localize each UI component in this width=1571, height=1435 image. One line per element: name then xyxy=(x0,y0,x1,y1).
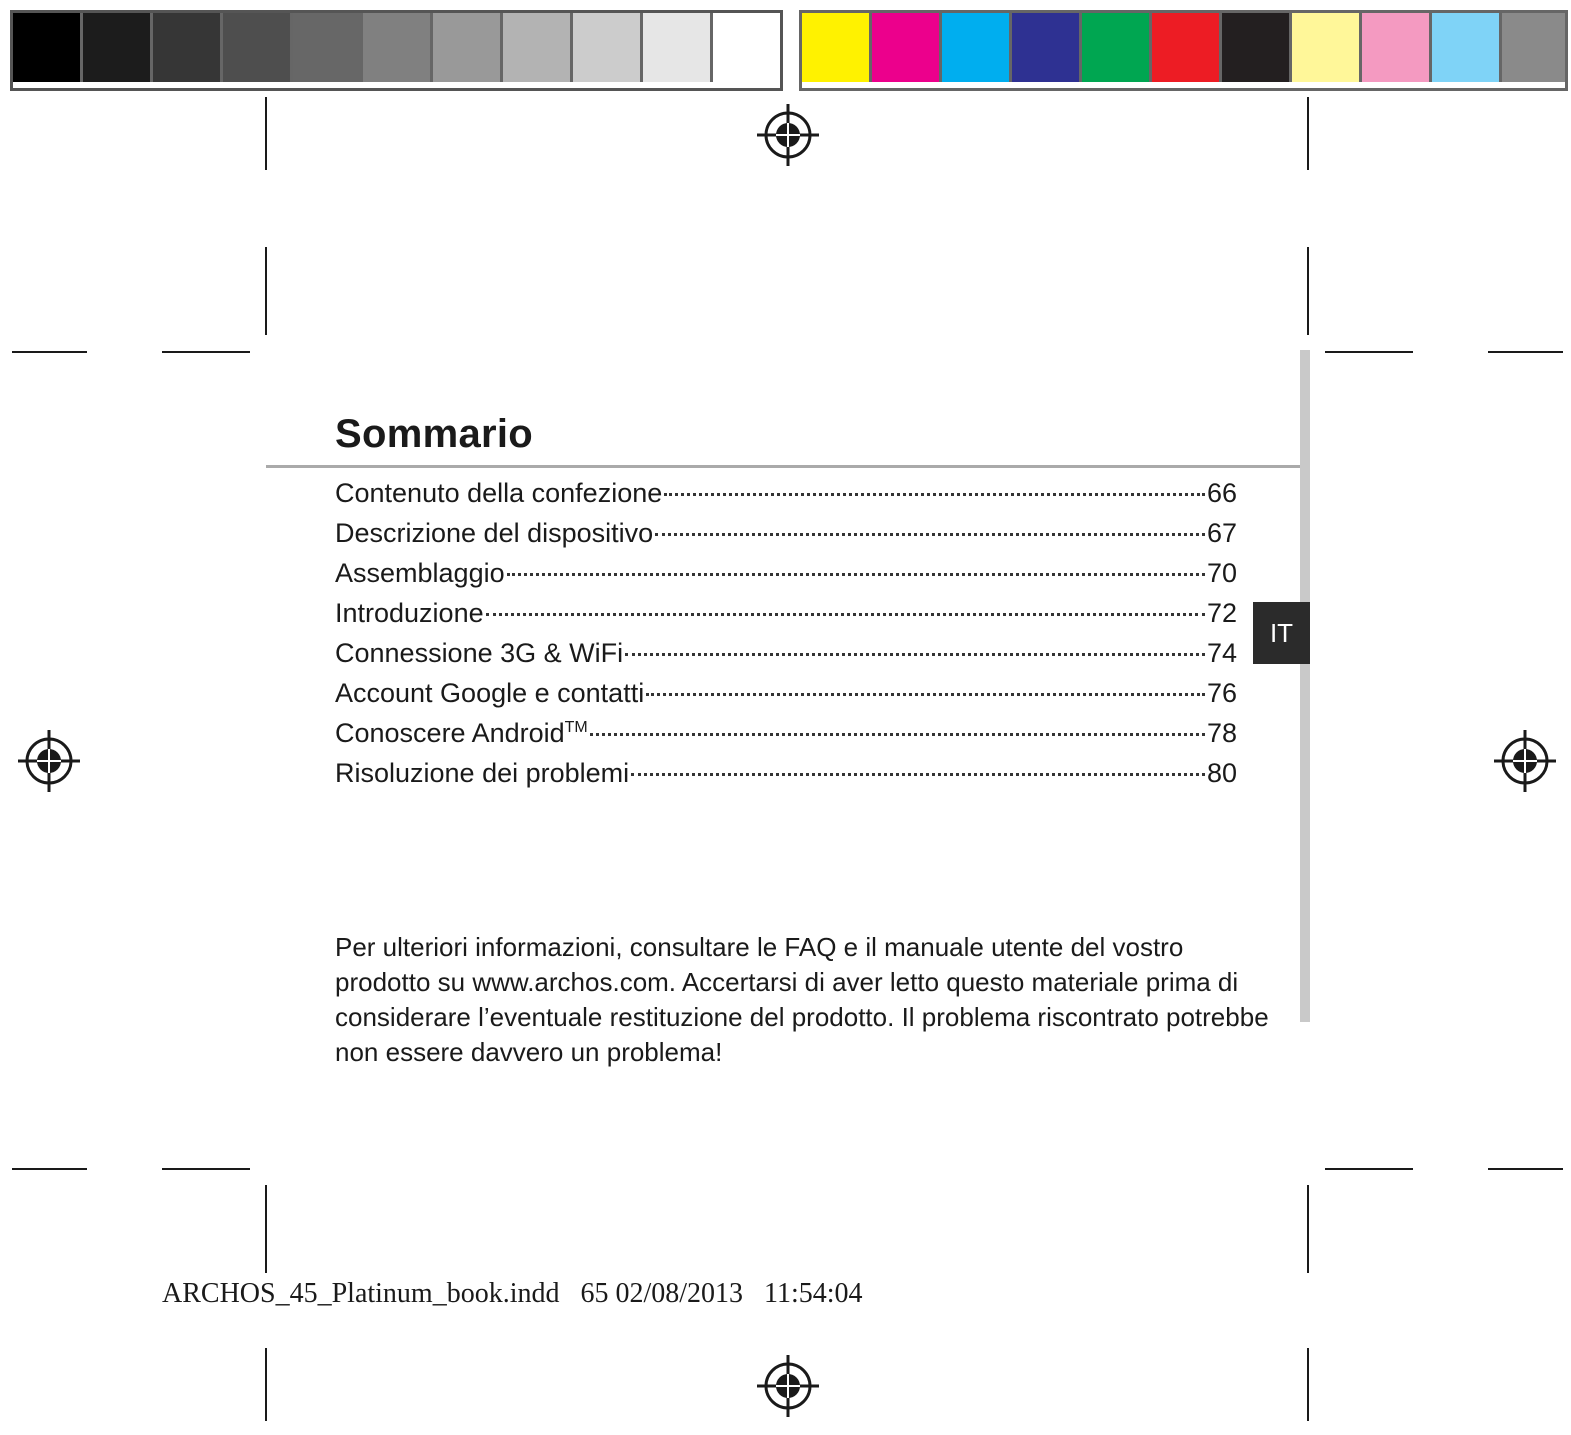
page-title: Sommario xyxy=(335,412,534,456)
toc-leader-dots xyxy=(507,573,1205,576)
print-slug: ARCHOS_45_Platinum_book.indd 65 02/08/2013 11:54:04 xyxy=(162,1278,863,1309)
toc-entry xyxy=(335,558,1237,598)
color-swatch xyxy=(872,13,942,82)
side-divider xyxy=(1300,350,1310,1022)
language-tab: IT xyxy=(1253,602,1310,664)
toc-page-number: 74 xyxy=(1206,638,1237,668)
registration-target-icon xyxy=(757,1355,819,1417)
crop-mark xyxy=(1307,1348,1309,1421)
toc-leader-dots xyxy=(631,773,1205,776)
color-swatch xyxy=(153,13,223,82)
color-swatch xyxy=(802,13,872,82)
color-swatch xyxy=(293,13,363,82)
color-swatch xyxy=(1222,13,1292,82)
toc-leader-dots xyxy=(625,653,1205,656)
info-paragraph: Per ulteriori informazioni, consultare le FAQ e il manuale utente del vostro prodotto su www.archos.com. Accertarsi di aver letto questo materiale prima di considerare l’eventuale restituzione del prodotto. Il problema riscontrato potrebbe non essere davvero un problema! xyxy=(335,932,1269,1067)
crop-mark xyxy=(1307,1185,1309,1273)
toc-entry xyxy=(335,678,1237,718)
registration-target-icon xyxy=(757,104,819,166)
color-swatch xyxy=(1012,13,1082,82)
crop-mark xyxy=(265,97,267,170)
toc-entry-label: Account Google e contatti xyxy=(335,678,645,708)
toc-leader-dots xyxy=(664,493,1205,496)
crop-mark xyxy=(265,1185,267,1273)
toc-page-number: 80 xyxy=(1206,758,1237,788)
toc-entry-label: Risoluzione dei problemi xyxy=(335,758,630,788)
color-swatch xyxy=(1292,13,1362,82)
registration-target-icon xyxy=(18,730,80,792)
toc-entry xyxy=(335,718,1237,758)
toc-entry-label: Connessione 3G & WiFi xyxy=(335,638,624,668)
color-swatch xyxy=(713,13,780,82)
toc-entry-label: Contenuto della confezione xyxy=(335,478,663,508)
toc-entry xyxy=(335,598,1237,638)
crop-mark xyxy=(265,247,267,335)
toc-entry-label: Descrizione del dispositivo xyxy=(335,518,654,548)
toc-page-number: 78 xyxy=(1206,718,1237,748)
color-swatch xyxy=(223,13,293,82)
toc-leader-dots xyxy=(655,533,1205,536)
toc-page-number: 67 xyxy=(1206,518,1237,548)
color-swatch xyxy=(573,13,643,82)
color-swatch xyxy=(942,13,1012,82)
crop-mark xyxy=(12,1168,87,1170)
grayscale-bar xyxy=(10,10,783,91)
title-divider xyxy=(266,465,1306,468)
color-swatch xyxy=(1432,13,1502,82)
crop-mark xyxy=(1488,1168,1563,1170)
toc-page-number: 70 xyxy=(1206,558,1237,588)
toc-page-number: 72 xyxy=(1206,598,1237,628)
toc-entry-label: Assemblaggio xyxy=(335,558,505,588)
color-bar xyxy=(799,10,1568,91)
crop-mark xyxy=(1307,97,1309,170)
color-swatch xyxy=(643,13,713,82)
crop-mark xyxy=(265,1348,267,1421)
toc-entry xyxy=(335,478,1237,518)
toc-leader-dots xyxy=(646,693,1205,696)
color-swatch xyxy=(1362,13,1432,82)
color-swatch xyxy=(1502,13,1565,82)
color-swatch xyxy=(1082,13,1152,82)
toc-entry xyxy=(335,518,1237,558)
color-swatch xyxy=(363,13,433,82)
crop-mark xyxy=(12,351,87,353)
color-swatch xyxy=(1152,13,1222,82)
crop-mark xyxy=(162,351,250,353)
registration-target-icon xyxy=(1494,730,1556,792)
color-swatch xyxy=(83,13,153,82)
toc-entry-label: Conoscere Android™ xyxy=(335,718,588,748)
color-swatch xyxy=(13,13,83,82)
crop-mark xyxy=(1325,1168,1413,1170)
trademark-sup: TM xyxy=(564,719,588,736)
crop-mark xyxy=(1307,247,1309,335)
crop-mark xyxy=(1325,351,1413,353)
color-swatch xyxy=(433,13,503,82)
toc-page-number: 76 xyxy=(1206,678,1237,708)
toc-page-number: 66 xyxy=(1206,478,1237,508)
toc-entry-label: Introduzione xyxy=(335,598,484,628)
toc-leader-dots xyxy=(590,733,1205,736)
crop-mark xyxy=(162,1168,250,1170)
toc-entry xyxy=(335,758,1237,798)
table-of-contents xyxy=(335,478,1237,798)
color-swatch xyxy=(503,13,573,82)
crop-mark xyxy=(1488,351,1563,353)
toc-entry xyxy=(335,638,1237,678)
toc-leader-dots xyxy=(486,613,1205,616)
